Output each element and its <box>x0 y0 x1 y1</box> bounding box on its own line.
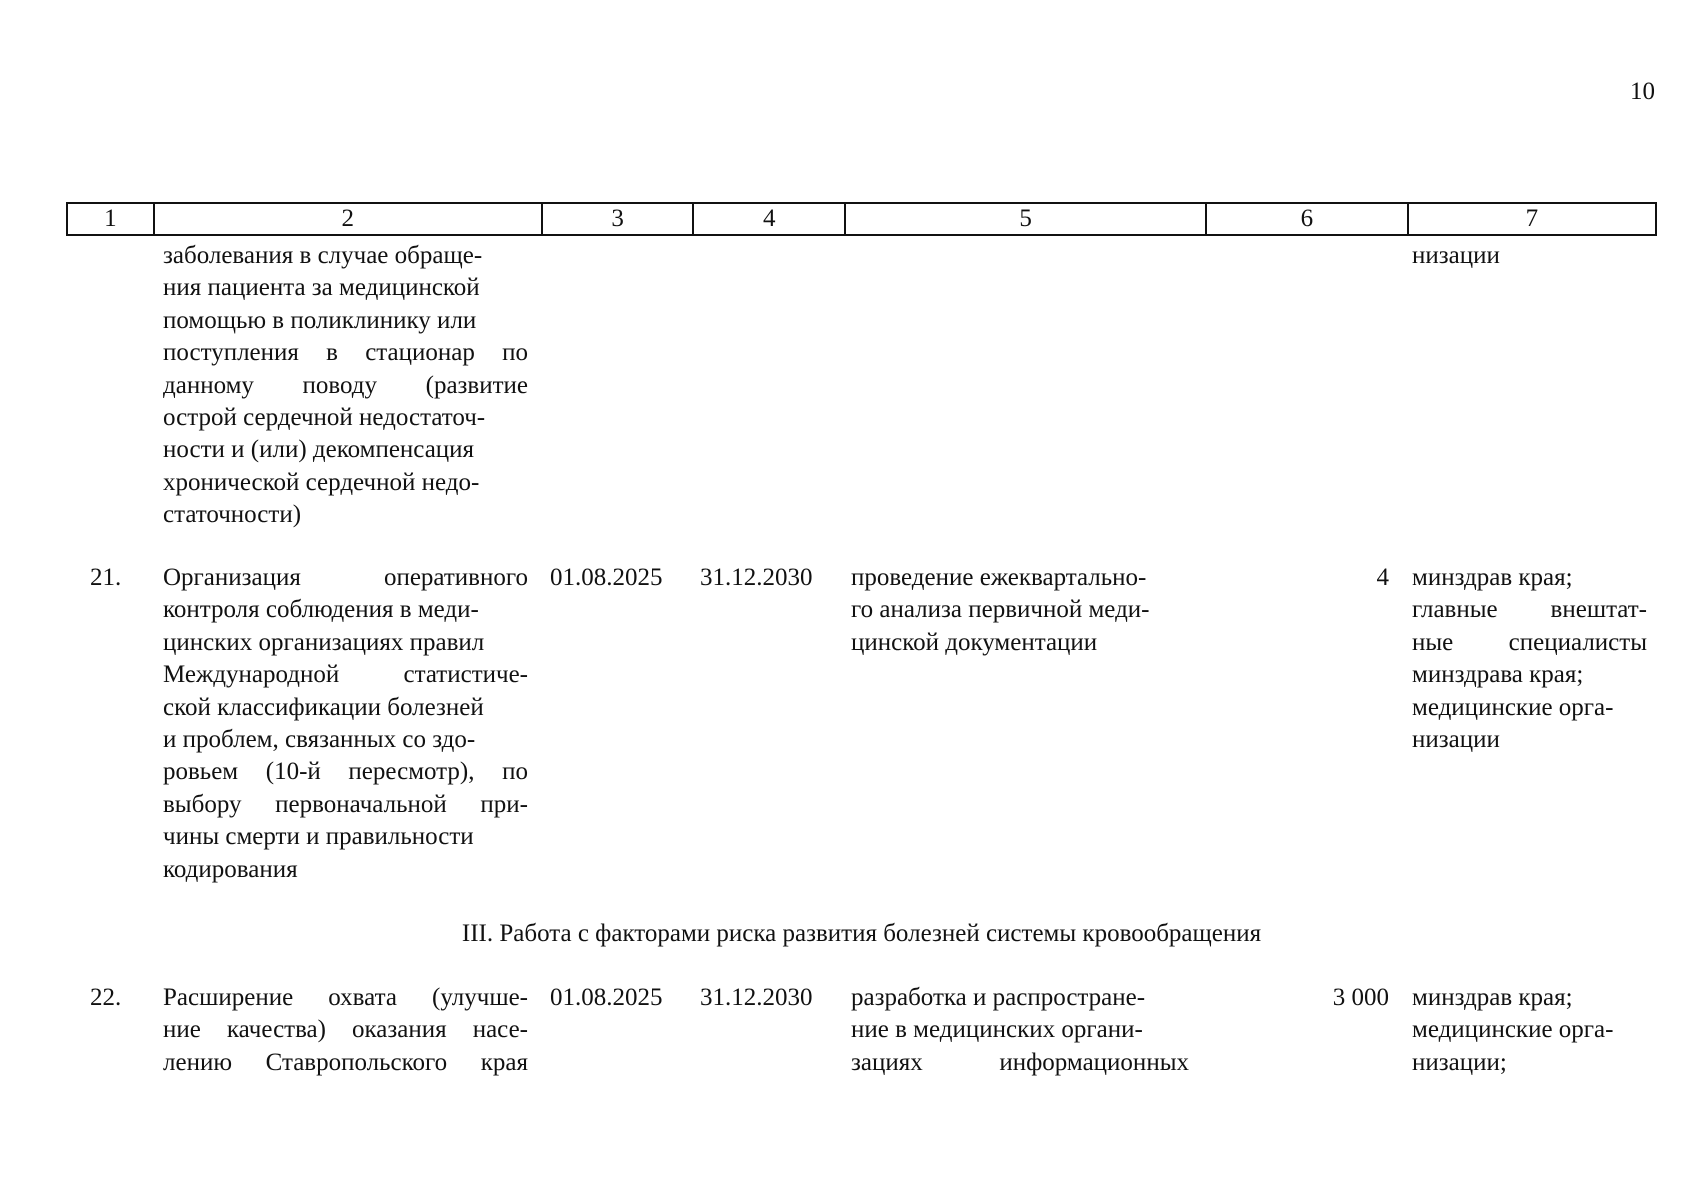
header-col-2: 2 <box>155 204 543 234</box>
text-line: ные специалисты <box>1412 628 1647 656</box>
header-col-6: 6 <box>1207 204 1409 234</box>
text-line: разработка и распростране- <box>851 984 1146 1011</box>
text-line: Организация оперативного <box>163 564 528 591</box>
text-line: контроля соблюдения в меди- <box>163 596 479 624</box>
section-heading: III. Работа с факторами риска развития болезней системы кровообращения <box>461 920 1262 947</box>
continued-responsible: низации <box>1412 242 1500 269</box>
expected-result <box>851 982 1189 1079</box>
text-line: выбору первоначальной при- <box>163 790 528 818</box>
text-line: го анализа первичной меди- <box>851 596 1150 624</box>
text-line: статочности) <box>163 501 302 529</box>
text-line: минздрав края; <box>1412 564 1573 591</box>
text-line: данному поводу (развитие <box>163 371 528 399</box>
text-line: острой сердечной недостаточ- <box>163 404 486 432</box>
indicator-value: 3 000 <box>1332 984 1389 1011</box>
text-line: зациях информационных <box>851 1048 1189 1076</box>
text-line: ской классификации болезней <box>163 693 484 721</box>
row-description <box>163 562 528 886</box>
text-line: минздрава края; <box>1412 661 1584 689</box>
text-line: чины смерти и правильности <box>163 823 474 851</box>
header-col-5: 5 <box>846 204 1207 234</box>
text-line: ности и (или) декомпенсация <box>163 436 475 464</box>
text-line: ние в медицинских органи- <box>851 1016 1143 1044</box>
continued-description <box>163 240 528 532</box>
header-col-3: 3 <box>543 204 695 234</box>
text-line: минздрав края; <box>1412 984 1573 1011</box>
text-line: заболевания в случае обраще- <box>163 242 483 269</box>
row-number: 21. <box>90 564 122 591</box>
text-line: ние качества) оказания насе- <box>163 1016 528 1044</box>
text-line: кодирования <box>163 855 298 883</box>
text-line: цинских организациях правил <box>163 628 485 656</box>
end-date: 31.12.2030 <box>700 564 813 591</box>
start-date: 01.08.2025 <box>550 984 663 1011</box>
end-date: 31.12.2030 <box>700 984 813 1011</box>
text-line: цинской документации <box>851 628 1098 656</box>
responsible <box>1412 562 1647 756</box>
text-line: Расширение охвата (улучше- <box>163 984 528 1011</box>
start-date: 01.08.2025 <box>550 564 663 591</box>
header-col-4: 4 <box>694 204 846 234</box>
text-line: поступления в стационар по <box>163 339 528 367</box>
text-line: проведение ежеквартально- <box>851 564 1147 591</box>
text-line: медицинские орга- <box>1412 1016 1614 1044</box>
text-line: главные внештат- <box>1412 596 1647 624</box>
text-line: медицинские орга- <box>1412 693 1614 721</box>
header-col-1: 1 <box>68 204 155 234</box>
expected-result <box>851 562 1189 659</box>
text-line: лению Ставропольского края <box>163 1048 528 1076</box>
text-line: ровьем (10-й пересмотр), по <box>163 758 528 786</box>
text-line: помощью в поликлинику или <box>163 306 477 334</box>
text-line: низации <box>1412 726 1500 754</box>
text-line: Международной статистиче- <box>163 661 528 689</box>
text-line: низации; <box>1412 1048 1507 1076</box>
row-number: 22. <box>90 984 122 1011</box>
text-line: хронической сердечной недо- <box>163 468 480 496</box>
responsible <box>1412 982 1647 1079</box>
page-number: 10 <box>1630 78 1655 105</box>
text-line: и проблем, связанных со здо- <box>163 726 476 754</box>
row-description <box>163 982 528 1079</box>
header-col-7: 7 <box>1525 205 1539 232</box>
table-header-row <box>66 202 1657 236</box>
indicator-value: 4 <box>1376 564 1389 591</box>
text-line: ния пациента за медицинской <box>163 274 480 302</box>
